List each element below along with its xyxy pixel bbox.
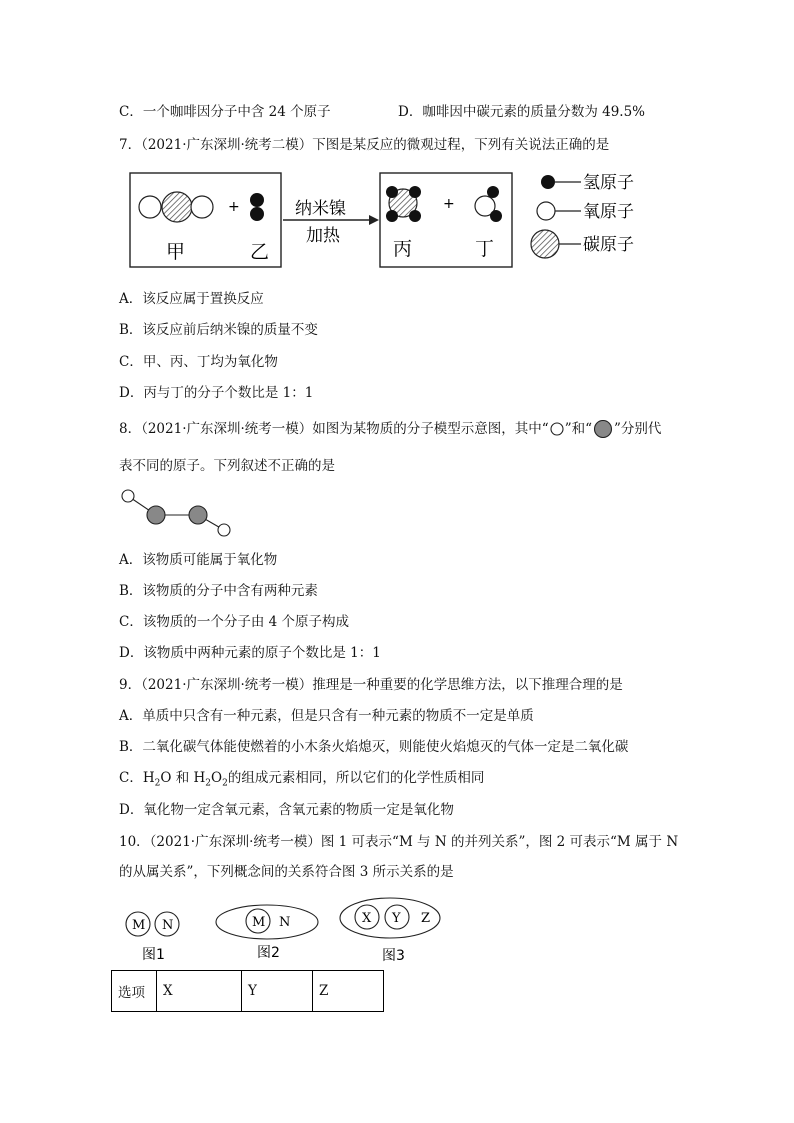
condition-label: 加热 xyxy=(306,226,340,246)
fig2-caption: 图2 xyxy=(257,945,280,961)
hydrogen-atom xyxy=(409,186,421,198)
q7-option-a: A．该反应属于置换反应 xyxy=(119,291,264,307)
fig1-caption: 图1 xyxy=(142,947,165,963)
gray-atom xyxy=(147,506,165,524)
hydrogen-atom xyxy=(386,210,398,222)
oxygen-atom xyxy=(139,196,161,218)
table-header-row xyxy=(112,971,384,1012)
q9-optc-mid2: O xyxy=(211,770,223,786)
legend-carbon-label: 碳原子 xyxy=(583,235,634,255)
q9-option-a: A．单质中只含有一种元素，但是只含有一种元素的物质不一定是单质 xyxy=(119,708,534,724)
q6-option-d: D．咖啡因中碳元素的质量分数为 49.5% xyxy=(398,104,646,120)
header-z: Z xyxy=(313,971,384,1012)
hydrogen-atom xyxy=(250,193,264,207)
q8-option-b: B．该物质的分子中含有两种元素 xyxy=(119,583,318,599)
fig3-label-y: Y xyxy=(392,911,401,926)
q9-optc-pre: C．H xyxy=(119,770,155,786)
q8-stem-pre: 8．（2021·广东深圳·统考一模）如图为某物质的分子模型示意图，其中“ xyxy=(119,421,549,437)
label-jia: 甲 xyxy=(166,241,186,263)
carbon-atom xyxy=(162,192,192,222)
q9-option-d: D．氧化物一定含氧元素，含氧元素的物质一定是氧化物 xyxy=(119,802,454,818)
q10-figures xyxy=(118,893,458,968)
q7-option-b: B．该反应前后纳米镍的质量不变 xyxy=(119,322,318,338)
hydrogen-atom xyxy=(250,207,264,221)
q8-molecule-figure xyxy=(118,488,238,538)
q10-options-table xyxy=(111,970,384,1012)
hydrogen-atom xyxy=(386,186,398,198)
header-y: Y xyxy=(242,971,313,1012)
q10-stem-line2: 的从属关系”，下列概念间的关系符合图 3 所示关系的是 xyxy=(119,864,454,880)
q7-option-c: C．甲、丙、丁均为氧化物 xyxy=(119,354,278,370)
gray-atom xyxy=(189,506,207,524)
q8-stem-post: ”分别代 xyxy=(614,421,662,437)
plus-sign: + xyxy=(443,196,455,212)
legend-hydrogen-label: 氢原子 xyxy=(583,173,634,193)
hydrogen-atom xyxy=(487,186,499,198)
subscript: 2 xyxy=(154,778,161,789)
legend-carbon-icon xyxy=(531,230,559,258)
white-atom xyxy=(122,490,134,502)
white-atom xyxy=(218,524,230,536)
legend-oxygen-label: 氧原子 xyxy=(583,202,634,222)
q8-stem xyxy=(119,420,661,438)
catalyst-label: 纳米镍 xyxy=(295,199,346,219)
q8-stem-line2: 表不同的原子。下列叙述不正确的是 xyxy=(119,458,335,474)
q10-stem-line1: 10．（2021·广东深圳·统考一模）图 1 可表示“M 与 N 的并列关系”，图 2 可表示“M 属于 N xyxy=(119,834,679,850)
hydrogen-atom xyxy=(490,210,502,222)
q8-option-d: D．该物质中两种元素的原子个数比是 1：1 xyxy=(119,645,381,661)
q9-option-b: B．二氧化碳气体能使燃着的小木条火焰熄灭，则能使火焰熄灭的气体一定是二氧化碳 xyxy=(119,739,629,755)
q9-optc-mid1: O 和 H xyxy=(160,770,206,786)
fig3-label-z: Z xyxy=(421,911,431,926)
label-ding: 丁 xyxy=(475,238,495,260)
legend-oxygen-icon xyxy=(537,202,555,220)
subscript: 2 xyxy=(205,778,212,789)
header-option: 选项 xyxy=(112,971,157,1012)
q7-option-d: D．丙与丁的分子个数比是 1：1 xyxy=(119,385,314,401)
q7-reaction-figure xyxy=(128,170,658,270)
fig2-label-m: M xyxy=(252,915,266,930)
subscript: 2 xyxy=(222,778,228,789)
fig1-label-m: M xyxy=(132,918,146,933)
gray-atom-icon xyxy=(593,420,613,438)
fig1-label-n: N xyxy=(162,918,174,933)
label-bing: 丙 xyxy=(393,238,413,260)
white-atom-icon xyxy=(550,422,564,436)
oxygen-atom xyxy=(191,196,213,218)
q9-option-c xyxy=(119,769,484,793)
q9-stem: 9．（2021·广东深圳·统考一模）推理是一种重要的化学思维方法，以下推理合理的是 xyxy=(119,677,623,693)
fig2-label-n: N xyxy=(279,915,291,930)
q8-option-a: A．该物质可能属于氧化物 xyxy=(119,552,278,568)
label-yi: 乙 xyxy=(250,241,270,263)
q8-option-c: C．该物质的一个分子由 4 个原子构成 xyxy=(119,614,350,630)
q8-stem-mid: ”和“ xyxy=(564,421,592,437)
fig3-caption: 图3 xyxy=(382,948,405,964)
plus-sign: + xyxy=(228,199,240,215)
legend-hydrogen-icon xyxy=(541,175,555,189)
hydrogen-atom xyxy=(409,210,421,222)
fig3-label-x: X xyxy=(362,911,372,926)
header-x: X xyxy=(157,971,242,1012)
q7-stem: 7．（2021·广东深圳·统考二模）下图是某反应的微观过程，下列有关说法正确的是 xyxy=(119,137,610,153)
q6-option-c: C．一个咖啡因分子中含 24 个原子 xyxy=(119,104,331,120)
arrow-head xyxy=(369,215,379,225)
q9-optc-post: 的组成元素相同，所以它们的化学性质相同 xyxy=(227,770,485,786)
